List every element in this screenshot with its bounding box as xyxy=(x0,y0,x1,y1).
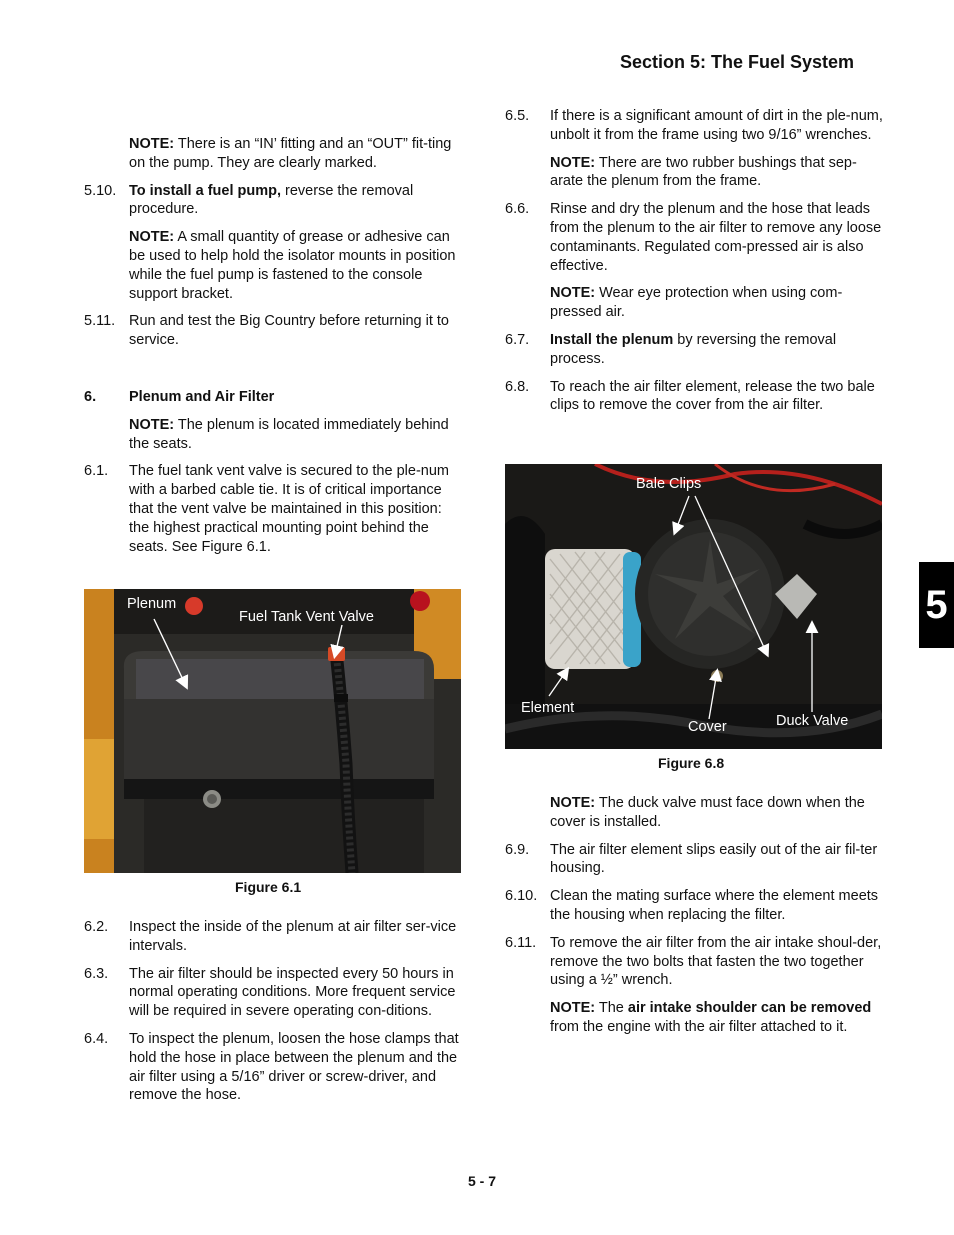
figure-6-8-arrows xyxy=(505,464,882,749)
step-6-2: 6.2. Inspect the inside of the plenum at air filter ser-vice intervals. xyxy=(84,919,457,954)
note-bushings: NOTE: There are two rubber bushings that sep-arate the plenum from the frame. xyxy=(550,154,857,190)
note-grease: NOTE: A small quantity of grease or adhesive can be used to help hold the isolator mounts in position while the fuel pump is fastened to the console support bracket. xyxy=(129,229,456,302)
step-6-3: 6.3. The air filter should be inspected every 50 hours in normal operating conditions. More frequent service will be required in severe operating con-ditions. xyxy=(84,965,456,1020)
label-bale-clips: Bale Clips xyxy=(636,476,702,492)
label-cover: Cover xyxy=(688,719,727,735)
step-6-6: 6.6. Rinse and dry the plenum and the hose that leads from the plenum to the air filter to remove any loose contaminants. Regulated com-pressed air is also effective. xyxy=(505,201,882,274)
right-column xyxy=(505,107,885,424)
label-element: Element xyxy=(521,700,575,716)
note-air-intake-shoulder: NOTE: The air intake shoulder can be removed from the engine with the air filter attached to it. xyxy=(550,1000,872,1035)
section-header: Section 5: The Fuel System xyxy=(620,52,855,72)
note-eye-protection: NOTE: Wear eye protection when using com-pressed air. xyxy=(550,285,843,321)
step-6-8: 6.8. To reach the air filter element, release the two bale clips to remove the cover from the air filter. xyxy=(505,378,875,414)
step-5-10: 5.10. To install a fuel pump, reverse the removal procedure. xyxy=(84,182,414,218)
note-duck-valve: NOTE: The duck valve must face down when the cover is installed. xyxy=(550,795,865,830)
right-column-lower xyxy=(505,794,885,1046)
section-tab: 5 xyxy=(919,562,954,648)
section-6-heading: 6. Plenum and Air Filter xyxy=(84,388,275,405)
step-6-7: 6.7. Install the plenum by reversing the removal process. xyxy=(505,331,837,367)
step-6-9: 6.9. The air filter element slips easily out of the air fil-ter housing. xyxy=(505,841,878,877)
figure-6-1-caption: Figure 6.1 xyxy=(235,879,302,895)
label-fuel-tank-vent-valve: Fuel Tank Vent Valve xyxy=(239,609,374,625)
label-duck-valve: Duck Valve xyxy=(776,713,849,729)
step-6-10: 6.10. Clean the mating surface where the element meets the housing when replacing the filter. xyxy=(505,888,879,923)
left-column xyxy=(84,135,462,565)
page-number: 5 - 7 xyxy=(468,1173,497,1189)
figure-6-8-caption: Figure 6.8 xyxy=(658,755,725,771)
note-in-out: NOTE: There is an “IN’ fitting and an “OUT” fit-ting on the pump. They are clearly marked. xyxy=(129,136,452,171)
label-plenum: Plenum xyxy=(127,596,177,612)
figure-6-8-photo xyxy=(505,464,882,749)
step-5-11: 5.11. Run and test the Big Country before returning it to service. xyxy=(84,313,449,349)
step-6-4: 6.4. To inspect the plenum, loosen the hose clamps that hold the hose in place between the plenum and the air filter using a 5/16” driver or screw-driver, and remove the hose. xyxy=(84,1030,459,1104)
left-column-lower xyxy=(84,918,462,1114)
step-6-11: 6.11. To remove the air filter from the air intake shoul-der, remove the two bolts that fasten the two together using a ½” wrench. xyxy=(505,934,882,989)
note-plenum: NOTE: The plenum is located immediately behind the seats. xyxy=(129,416,449,452)
figure-6-1-arrows xyxy=(84,589,461,873)
step-6-5: 6.5. If there is a significant amount of dirt in the ple-num, unbolt it from the frame using two 9/16” wrenches. xyxy=(505,108,883,143)
figure-6-1-photo xyxy=(84,589,461,873)
step-6-1: 6.1. The fuel tank vent valve is secured to the ple-num with a barbed cable tie. It is of critical importance that the vent valve be maintained in this position: the highest practical mounting point behind the seats. See Figure 6.1. xyxy=(84,463,449,555)
